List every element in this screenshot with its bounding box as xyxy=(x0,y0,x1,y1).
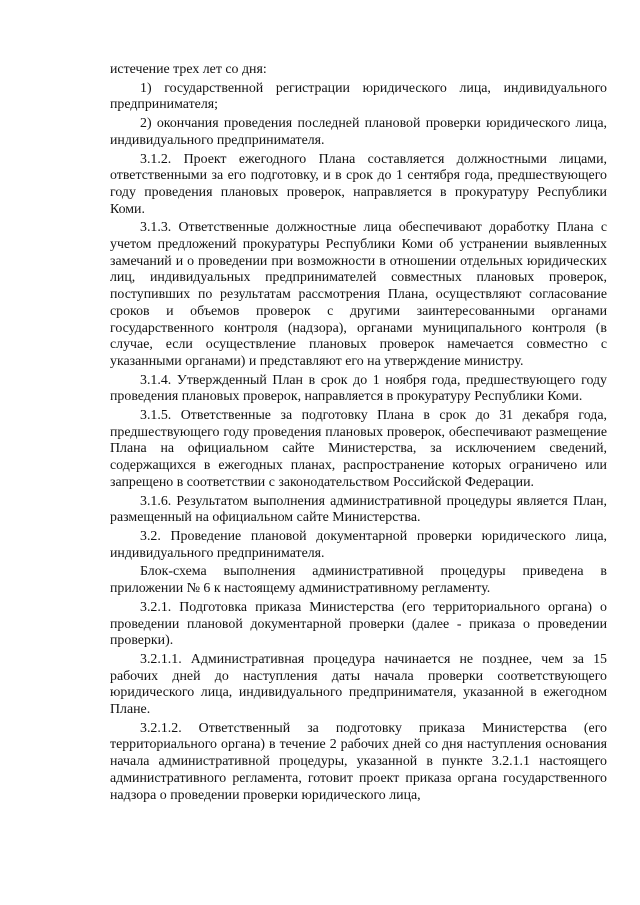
paragraph-3-1-5: 3.1.5. Ответственные за подготовку Плана в срок до 31 декабря года, предшествующего году проведения плановых проверок, обеспечивают размещение Плана на официальном сайте Министерства, за исключением сведений, содержащихся в ежегодных планах, распространение которых ограничено или запрещено в соответствии с законодательством Российской Федерации. xyxy=(110,408,607,490)
paragraph-3-2-1-1: 3.2.1.1. Административная процедура начинается не позднее, чем за 15 рабочих дней до наступления даты начала проверки соответствующего юридического лица, индивидуального предпринимателя, указанной в ежегодном Плане. xyxy=(110,651,607,718)
paragraph-3-1-4: 3.1.4. Утвержденный План в срок до 1 ноября года, предшествующего году проведения плановых проверок, направляется в прокуратуру Республики Коми. xyxy=(110,372,607,405)
paragraph-3-2: 3.2. Проведение плановой документарной проверки юридического лица, индивидуального предпринимателя. xyxy=(110,528,607,561)
paragraph-3-1-3: 3.1.3. Ответственные должностные лица обеспечивают доработку Плана с учетом предложений прокуратуры Республики Коми об устранении выявленных замечаний и о проведении при возможности в отношении отдельных юридических лиц, индивидуальных предпринимателей совместных плановых проверок, поступивших по результатам рассмотрения Плана, осуществляют согласование сроков и объемов проверок с другими заинтересованными органами государственного контроля (надзора), органами муниципального контроля (в случае, если осуществление плановых проверок намечается совместно с указанными органами) и представляют его на утверждение министру. xyxy=(110,220,607,369)
paragraph-intro: истечение трех лет со дня: xyxy=(110,62,267,77)
paragraph-block-scheme: Блок-схема выполнения административной процедуры приведена в приложении № 6 к настоящему административному регламенту. xyxy=(110,564,607,597)
paragraph-3-2-1-2: 3.2.1.2. Ответственный за подготовку приказа Министерства (его территориального органа) в течение 2 рабочих дней со дня наступления основания начала административной процедуры, указанной в пункте 3.2.1.1 настоящего административного регламента, готовит проект приказа органа государственного надзора о проведении проверки юридического лица, xyxy=(110,720,607,803)
paragraph-3-1-6: 3.1.6. Результатом выполнения административной процедуры является План, размещенный на официальном сайте Министерства. xyxy=(110,493,607,526)
paragraph-3-1-2: 3.1.2. Проект ежегодного Плана составляется должностными лицами, ответственными за его подготовку, и в срок до 1 сентября года, предшествующего году проведения плановых проверок, направляется в прокуратуру Республики Коми. xyxy=(110,151,607,217)
paragraph-item-1: 1) государственной регистрации юридического лица, индивидуального предпринимателя; xyxy=(110,80,607,113)
paragraph-3-2-1: 3.2.1. Подготовка приказа Министерства (его территориального органа) о проведении плановой документарной проверки (далее - приказа о проведении проверки). xyxy=(110,599,607,649)
paragraph-item-2: 2) окончания проведения последней плановой проверки юридического лица, индивидуального предпринимателя. xyxy=(110,116,607,148)
